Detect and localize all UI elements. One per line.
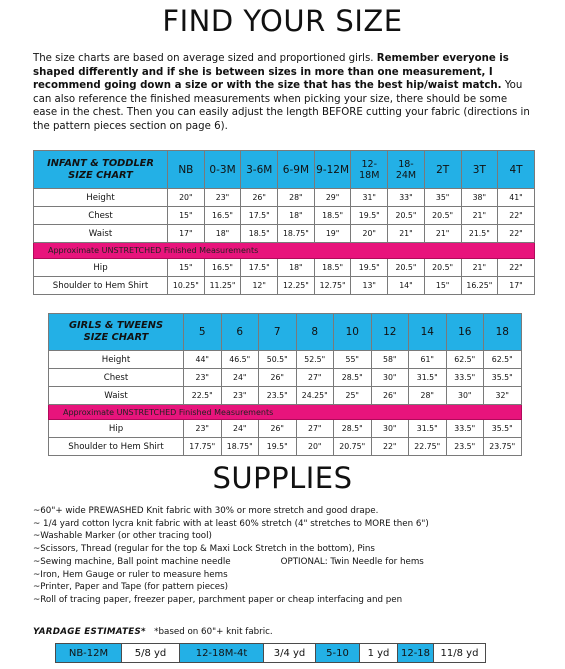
measurement-value: 33.5" xyxy=(446,369,484,387)
size-header: 6 xyxy=(221,314,259,351)
measurement-value: 22" xyxy=(498,259,535,277)
size-header-row xyxy=(34,151,535,189)
measurement-row xyxy=(49,351,522,369)
measurement-value: 23" xyxy=(204,189,241,207)
measurement-row xyxy=(34,207,535,225)
measurement-row xyxy=(34,277,535,295)
measurement-value: 10.25" xyxy=(168,277,205,295)
supply-item: ~Iron, Hem Gauge or ruler to measure hems xyxy=(33,569,228,580)
chart-title xyxy=(34,151,168,189)
yardage-amount: 3/4 yd xyxy=(264,644,316,663)
measurement-value: 33.5" xyxy=(446,420,484,438)
row-label: Hip xyxy=(34,259,168,277)
measurement-value: 21" xyxy=(424,225,461,243)
measurement-value: 58" xyxy=(371,351,409,369)
measurement-value: 27" xyxy=(296,420,334,438)
row-label: Waist xyxy=(49,387,184,405)
measurement-value: 21" xyxy=(461,207,498,225)
intro-plain: The size charts are based on average sized and proportioned girls. xyxy=(33,53,374,64)
row-label: Chest xyxy=(34,207,168,225)
measurement-value: 27" xyxy=(296,369,334,387)
measurement-row xyxy=(49,438,522,456)
measurement-value: 15" xyxy=(168,207,205,225)
measurement-value: 19.5" xyxy=(351,259,388,277)
measurement-row xyxy=(34,189,535,207)
size-header: 9-12M xyxy=(314,151,351,189)
measurement-value: 20" xyxy=(351,225,388,243)
size-header: 10 xyxy=(334,314,372,351)
page-title: FIND YOUR SIZE xyxy=(162,4,403,38)
measurement-value: 22" xyxy=(371,438,409,456)
measurement-value: 52.5" xyxy=(296,351,334,369)
yardage-amount: 5/8 yd xyxy=(122,644,180,663)
measurement-value: 24.25" xyxy=(296,387,334,405)
measurement-value: 30" xyxy=(446,387,484,405)
measurement-value: 26" xyxy=(371,387,409,405)
measurement-value: 28" xyxy=(409,387,447,405)
measurement-value: 23.5" xyxy=(446,438,484,456)
measurement-value: 28.5" xyxy=(334,420,372,438)
measurement-row xyxy=(49,387,522,405)
supply-item-sewing xyxy=(33,556,543,569)
measurement-value: 20" xyxy=(168,189,205,207)
measurement-value: 31.5" xyxy=(409,369,447,387)
supply-item: ~60"+ wide PREWASHED Knit fabric with 30% or more stretch and good drape. xyxy=(33,506,379,516)
yardage-amount: 1 yd xyxy=(360,644,398,663)
measurement-value: 35" xyxy=(424,189,461,207)
measurement-value: 22" xyxy=(498,225,535,243)
measurement-value: 26" xyxy=(241,189,278,207)
measurement-value: 12.25" xyxy=(278,277,315,295)
measurement-value: 19.5" xyxy=(351,207,388,225)
measurement-value: 12.75" xyxy=(314,277,351,295)
measurement-value: 55" xyxy=(334,351,372,369)
row-label: Shoulder to Hem Shirt xyxy=(34,277,168,295)
infant-toddler-size-chart xyxy=(33,150,535,295)
measurement-value: 23.75" xyxy=(484,438,522,456)
measurement-value: 22" xyxy=(498,207,535,225)
measurement-value: 14" xyxy=(388,277,425,295)
yardage-heading xyxy=(33,627,273,637)
measurement-value: 20.5" xyxy=(388,207,425,225)
measurement-value: 23" xyxy=(184,420,222,438)
measurement-value: 26" xyxy=(259,369,297,387)
size-header: 7 xyxy=(259,314,297,351)
supply-item: ~Sewing machine, Ball point machine needle xyxy=(33,556,231,567)
chart-title-line2: SIZE CHART xyxy=(68,169,133,181)
size-header: 14 xyxy=(409,314,447,351)
measurement-value: 29" xyxy=(314,189,351,207)
size-header: 2T xyxy=(424,151,461,189)
measurement-value: 17.5" xyxy=(241,259,278,277)
measurement-value: 20" xyxy=(296,438,334,456)
measurement-value: 19.5" xyxy=(259,438,297,456)
measurement-value: 18.5" xyxy=(314,207,351,225)
measurement-value: 22.5" xyxy=(184,387,222,405)
measurement-value: 28.5" xyxy=(334,369,372,387)
measurement-value: 30" xyxy=(371,420,409,438)
measurement-value: 18" xyxy=(278,259,315,277)
size-header: 8 xyxy=(296,314,334,351)
measurement-value: 12" xyxy=(241,277,278,295)
finished-measurements-row xyxy=(49,405,522,420)
yardage-size: 12-18 xyxy=(398,644,434,663)
yardage-note: *based on 60"+ knit fabric. xyxy=(154,627,273,637)
measurement-value: 21" xyxy=(388,225,425,243)
size-header: 0-3M xyxy=(204,151,241,189)
measurement-value: 20.5" xyxy=(388,259,425,277)
measurement-value: 41" xyxy=(498,189,535,207)
measurement-row xyxy=(49,369,522,387)
supplies-title: SUPPLIES xyxy=(212,461,353,495)
measurement-value: 22.75" xyxy=(409,438,447,456)
row-label: Waist xyxy=(34,225,168,243)
measurement-value: 44" xyxy=(184,351,222,369)
size-header: 6-9M xyxy=(278,151,315,189)
measurement-value: 18" xyxy=(278,207,315,225)
measurement-value: 17.75" xyxy=(184,438,222,456)
size-header: 18-24M xyxy=(388,151,425,189)
size-header: 3-6M xyxy=(241,151,278,189)
chart-title-line1: INFANT & TODDLER xyxy=(47,157,154,169)
chart-title xyxy=(49,314,184,351)
measurement-value: 32" xyxy=(484,387,522,405)
yardage-label: YARDAGE ESTIMATES* xyxy=(33,627,146,637)
measurement-value: 35.5" xyxy=(484,420,522,438)
measurement-row xyxy=(49,420,522,438)
measurement-value: 18" xyxy=(204,225,241,243)
measurement-value: 19" xyxy=(314,225,351,243)
measurement-value: 62.5" xyxy=(484,351,522,369)
measurement-value: 16.5" xyxy=(204,207,241,225)
measurement-value: 38" xyxy=(461,189,498,207)
yardage-table xyxy=(55,643,486,663)
measurement-value: 30" xyxy=(371,369,409,387)
girls-tweens-size-chart xyxy=(48,313,522,456)
measurement-value: 61" xyxy=(409,351,447,369)
measurement-value: 13" xyxy=(351,277,388,295)
supply-item: ~Printer, Paper and Tape (for pattern pieces) xyxy=(33,582,229,593)
measurement-value: 20.5" xyxy=(424,207,461,225)
row-label: Chest xyxy=(49,369,184,387)
row-label: Shoulder to Hem Shirt xyxy=(49,438,184,456)
chart-title-line2: SIZE CHART xyxy=(83,332,149,343)
finished-measurements-label: Approximate UNSTRETCHED Finished Measurements xyxy=(34,243,535,259)
measurement-value: 20.75" xyxy=(334,438,372,456)
measurement-value: 24" xyxy=(221,420,259,438)
measurement-value: 17.5" xyxy=(241,207,278,225)
yardage-row xyxy=(56,644,486,663)
measurement-value: 28" xyxy=(278,189,315,207)
measurement-value: 18.75" xyxy=(278,225,315,243)
intro-text xyxy=(33,52,533,134)
measurement-value: 24" xyxy=(221,369,259,387)
measurement-value: 23" xyxy=(221,387,259,405)
size-header-row xyxy=(49,314,522,351)
measurement-value: 31.5" xyxy=(409,420,447,438)
measurement-value: 62.5" xyxy=(446,351,484,369)
yardage-size: 5-10 xyxy=(316,644,360,663)
supply-item: ~ 1/4 yard cotton lycra knit fabric with at least 60% stretch (4" stretches to MORE then 6") xyxy=(33,518,429,529)
yardage-size: 12-18M-4t xyxy=(180,644,264,663)
measurement-value: 33" xyxy=(388,189,425,207)
chart-title-line1: GIRLS & TWEENS xyxy=(68,320,164,331)
supply-item: ~Washable Marker (or other tracing tool) xyxy=(33,531,212,542)
measurement-value: 21" xyxy=(461,259,498,277)
supply-item: ~Roll of tracing paper, freezer paper, parchment paper or cheap interfacing and pen xyxy=(33,594,403,605)
measurement-value: 25" xyxy=(334,387,372,405)
supplies-list xyxy=(33,505,543,607)
measurement-value: 18.75" xyxy=(221,438,259,456)
size-header: 12-18M xyxy=(351,151,388,189)
measurement-value: 20.5" xyxy=(424,259,461,277)
row-label: Hip xyxy=(49,420,184,438)
measurement-value: 46.5" xyxy=(221,351,259,369)
supply-item: ~Scissors, Thread (regular for the top & Maxi Lock Stretch in the bottom), Pins xyxy=(33,544,375,555)
measurement-value: 11.25" xyxy=(204,277,241,295)
size-header: 16 xyxy=(446,314,484,351)
size-header: NB xyxy=(168,151,205,189)
measurement-value: 16.25" xyxy=(461,277,498,295)
measurement-value: 18.5" xyxy=(314,259,351,277)
measurement-value: 17" xyxy=(168,225,205,243)
size-header: 3T xyxy=(461,151,498,189)
measurement-value: 15" xyxy=(168,259,205,277)
row-label: Height xyxy=(49,351,184,369)
measurement-value: 26" xyxy=(259,420,297,438)
intro-reference: You can also reference the finished measurements when picking your size, there should be some ease in the chest. Then you can easily adjust the length BEFORE cutting your fabric (directions in the pattern pieces section on page 6). xyxy=(33,80,530,132)
size-header: 12 xyxy=(371,314,409,351)
size-header: 4T xyxy=(498,151,535,189)
measurement-row xyxy=(34,225,535,243)
size-header: 18 xyxy=(484,314,522,351)
measurement-value: 23.5" xyxy=(259,387,297,405)
measurement-value: 18.5" xyxy=(241,225,278,243)
supply-optional: OPTIONAL: Twin Needle for hems xyxy=(280,556,424,567)
row-label: Height xyxy=(34,189,168,207)
yardage-amount: 11/8 yd xyxy=(434,644,486,663)
measurement-row xyxy=(34,259,535,277)
measurement-value: 35.5" xyxy=(484,369,522,387)
measurement-value: 15" xyxy=(424,277,461,295)
measurement-value: 31" xyxy=(351,189,388,207)
measurement-value: 16.5" xyxy=(204,259,241,277)
measurement-value: 23" xyxy=(184,369,222,387)
finished-measurements-row xyxy=(34,243,535,259)
measurement-value: 17" xyxy=(498,277,535,295)
finished-measurements-label: Approximate UNSTRETCHED Finished Measurements xyxy=(49,405,522,420)
yardage-size: NB-12M xyxy=(56,644,122,663)
size-header: 5 xyxy=(184,314,222,351)
intro-bold: Remember everyone is shaped differently and if she is between sizes in more than one measurement, I recommend going down a size or with the size that has the best hip/waist match. xyxy=(33,53,509,92)
measurement-value: 21.5" xyxy=(461,225,498,243)
measurement-value: 50.5" xyxy=(259,351,297,369)
